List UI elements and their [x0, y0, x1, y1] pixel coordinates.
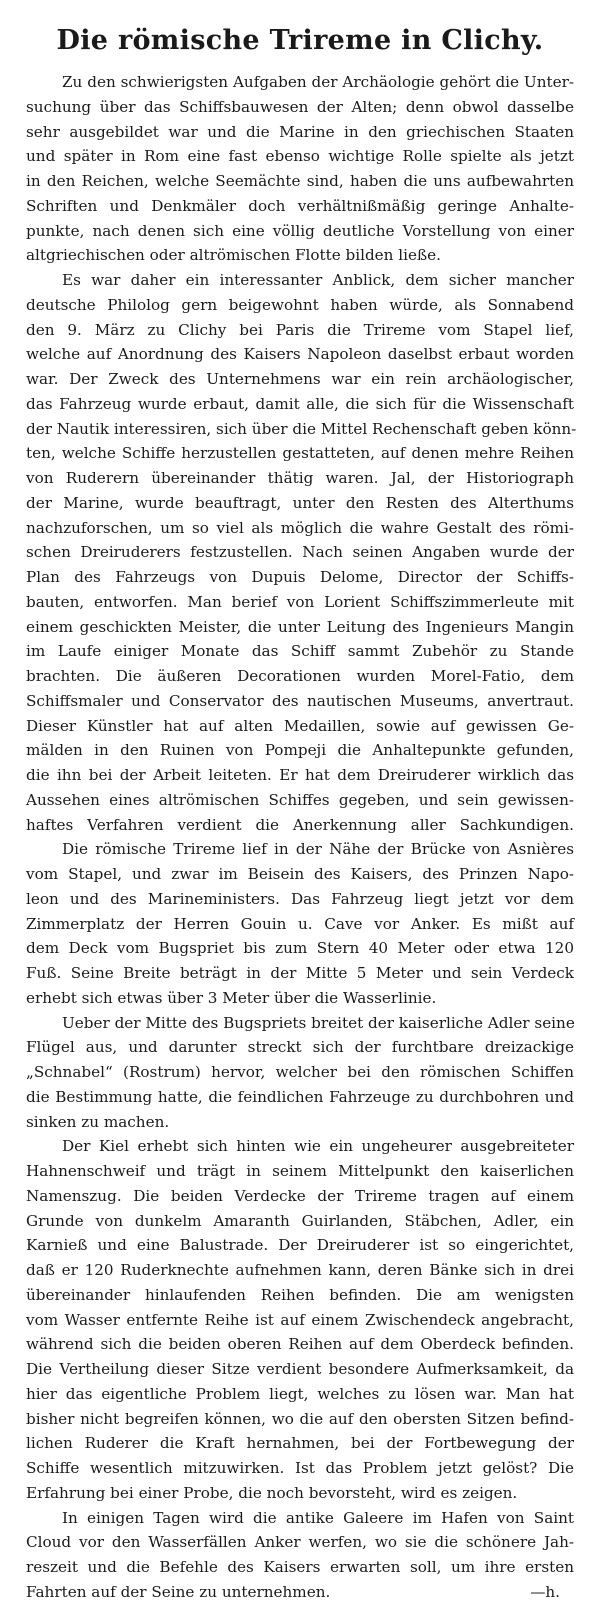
text-line: deutsche Philolog gern beigewohnt haben würde, als Sonnabend	[26, 295, 574, 314]
text-line: Schriften und Denkmäler doch verhältnißmäßig geringe Anhalte-	[26, 196, 574, 215]
text-line: Der Kiel erhebt sich hinten wie ein ungeheurer ausgebreiteter	[62, 1137, 574, 1156]
text-line: Hahnenschweif und trägt in seinem Mittelpunkt den kaiserlichen	[26, 1162, 574, 1180]
article-body	[26, 70, 577, 1605]
text-line: Ueber der Mitte des Bugspriets breitet der kaiserliche Adler seine	[62, 1013, 575, 1032]
text-line: Zu den schwierigsten Aufgaben der Archäologie gehört die Unter-	[62, 73, 574, 91]
text-line: daß er 120 Ruderknechte aufnehmen kann, deren Bänke sich in drei	[26, 1261, 574, 1279]
text-line: Grunde von dunkelm Amaranth Guirlanden, Stäbchen, Adler, ein	[26, 1211, 574, 1230]
text-line	[26, 1580, 574, 1605]
text-line: übereinander hinlaufenden Reihen befinden. Die am wenigsten	[26, 1285, 574, 1304]
article-title: Die römische Trireme in Clichy.	[56, 25, 544, 56]
text-line: der Nautik interessiren, sich über die Mittel Rechenschaft geben könn-	[26, 419, 577, 438]
text-line: während sich die beiden oberen Reihen auf dem Oberdeck befinden.	[26, 1335, 574, 1354]
text-line: bauten, entworfen. Man berief von Lorient Schiffszimmerleute mit	[26, 592, 574, 611]
text-line: Zimmerplatz der Herren Gouin u. Cave vor Anker. Es mißt auf	[26, 914, 574, 933]
text-line: haftes Verfahren verdient die Anerkennung aller Sachkundigen.	[26, 815, 574, 834]
text-line: reszeit und die Befehle des Kaisers erwarten soll, um ihre ersten	[26, 1558, 574, 1576]
text-line: die Bestimmung hatte, die feindlichen Fahrzeuge zu durchbohren und	[26, 1087, 574, 1106]
text-line: Namenszug. Die beiden Verdecke der Trireme tragen auf einem	[26, 1186, 574, 1205]
text-line: den 9. März zu Clichy bei Paris die Trireme vom Stapel lief,	[26, 320, 574, 339]
text-line: Erfahrung bei einer Probe, die noch bevorsteht, wird es zeigen.	[26, 1483, 518, 1502]
text-line: altgriechischen oder altrömischen Flotte bilden ließe.	[26, 246, 441, 265]
text-line: in den Reichen, welche Seemächte sind, haben die uns aufbewahrten	[26, 172, 574, 190]
text-line: ten, welche Schiffe herzustellen gestatteten, auf denen mehre Reihen	[26, 444, 574, 463]
text-line: die ihn bei der Arbeit leiteten. Er hat dem Dreiruderer wirklich das	[26, 766, 574, 784]
text-line: nachzuforschen, um so viel als möglich die wahre Gestalt des römi-	[26, 518, 574, 537]
text-line: war. Der Zweck des Unternehmens war ein rein archäologischer,	[26, 370, 574, 388]
text-line: Cloud vor den Wasserfällen Anker werfen, wo sie die schönere Jah-	[26, 1533, 574, 1552]
text-line: erhebt sich etwas über 3 Meter über die Wasserlinie.	[26, 988, 437, 1007]
text-line: und später in Rom eine fast ebenso wichtige Rolle spielte als jetzt	[26, 147, 574, 166]
text-line: „Schnabel“ (Rostrum) hervor, welcher bei den römischen Schiffen	[26, 1063, 574, 1081]
text-line: leon und des Marineministers. Das Fahrzeug liegt jetzt vor dem	[26, 889, 574, 908]
text-line: lichen Ruderer die Kraft hernahmen, bei der Fortbewegung der	[26, 1434, 574, 1453]
text-line: einem geschickten Meister, die unter Leitung des Ingenieurs Mangin	[26, 617, 574, 636]
text-line: mälden in den Ruinen von Pompeji die Anhaltepunkte gefunden,	[26, 741, 574, 760]
text-line: welche auf Anordnung des Kaisers Napoleon daselbst erbaut worden	[26, 345, 574, 364]
text-line: sinken zu machen.	[26, 1112, 170, 1131]
text-line: Schiffsmaler und Conservator des nautischen Museums, anvertraut.	[26, 691, 574, 710]
text-line: Karnieß und eine Balustrade. Der Dreiruderer ist so eingerichtet,	[26, 1236, 574, 1255]
text-line: vom Stapel, und zwar im Beisein des Kaisers, des Prinzen Napo-	[26, 865, 574, 883]
text-line: Plan des Fahrzeugs von Dupuis Delome, Director der Schiffs-	[26, 568, 574, 586]
text-line: sehr ausgebildet war und die Marine in den griechischen Staaten	[26, 122, 574, 141]
text-line: vom Wasser entfernte Reihe ist auf einem Zwischendeck angebracht,	[26, 1310, 574, 1329]
text-line: Die Vertheilung dieser Sitze verdient besondere Aufmerksamkeit, da	[26, 1360, 574, 1378]
text-line: Aussehen eines altrömischen Schiffes gegeben, und sein gewissen-	[26, 790, 574, 809]
text-line: Schiffe wesentlich mitzuwirken. Ist das Problem jetzt gelöst? Die	[26, 1459, 574, 1477]
text-line: In einigen Tagen wird die antike Galeere im Hafen von Saint	[62, 1508, 574, 1527]
text-line: im Laufe einiger Monate das Schiff sammt Zubehör zu Stande	[26, 642, 574, 661]
text-line: dem Deck vom Bugspriet bis zum Stern 40 Meter oder etwa 120	[26, 939, 574, 958]
text-line: Dieser Künstler hat auf alten Medaillen, sowie auf gewissen Ge-	[26, 716, 574, 735]
text-line: der Marine, wurde beauftragt, unter den Resten des Alterthums	[26, 493, 574, 512]
text-line: schen Dreiruderers festzustellen. Nach seinen Angaben wurde der	[26, 543, 574, 562]
text-line: das Fahrzeug wurde erbaut, damit alle, die sich für die Wissenschaft	[26, 394, 574, 413]
text-line: von Ruderern übereinander thätig waren. Jal, der Historiograph	[26, 469, 574, 487]
text-line: suchung über das Schiffsbauwesen der Alten; denn obwol dasselbe	[26, 97, 574, 116]
text-line: bisher nicht begreifen können, wo die auf den obersten Sitzen befind-	[26, 1409, 574, 1428]
text-line: Flügel aus, und darunter streckt sich der furchtbare dreizackige	[26, 1038, 574, 1057]
author-signature: —h.	[530, 1582, 560, 1601]
text-line: punkte, nach denen sich eine völlig deutliche Vorstellung von einer	[26, 221, 574, 240]
text-line: hier das eigentliche Problem liegt, welches zu lösen war. Man hat	[26, 1384, 574, 1403]
text-line-content: Fahrten auf der Seine zu unternehmen.	[26, 1582, 331, 1601]
text-line: Die römische Trireme lief in der Nähe der Brücke von Asnières	[62, 840, 574, 859]
text-line: Es war daher ein interessanter Anblick, dem sicher mancher	[62, 271, 574, 289]
text-line: brachten. Die äußeren Decorationen wurden Morel-Fatio, dem	[26, 667, 574, 685]
text-line: Fuß. Seine Breite beträgt in der Mitte 5 Meter und sein Verdeck	[26, 964, 574, 982]
